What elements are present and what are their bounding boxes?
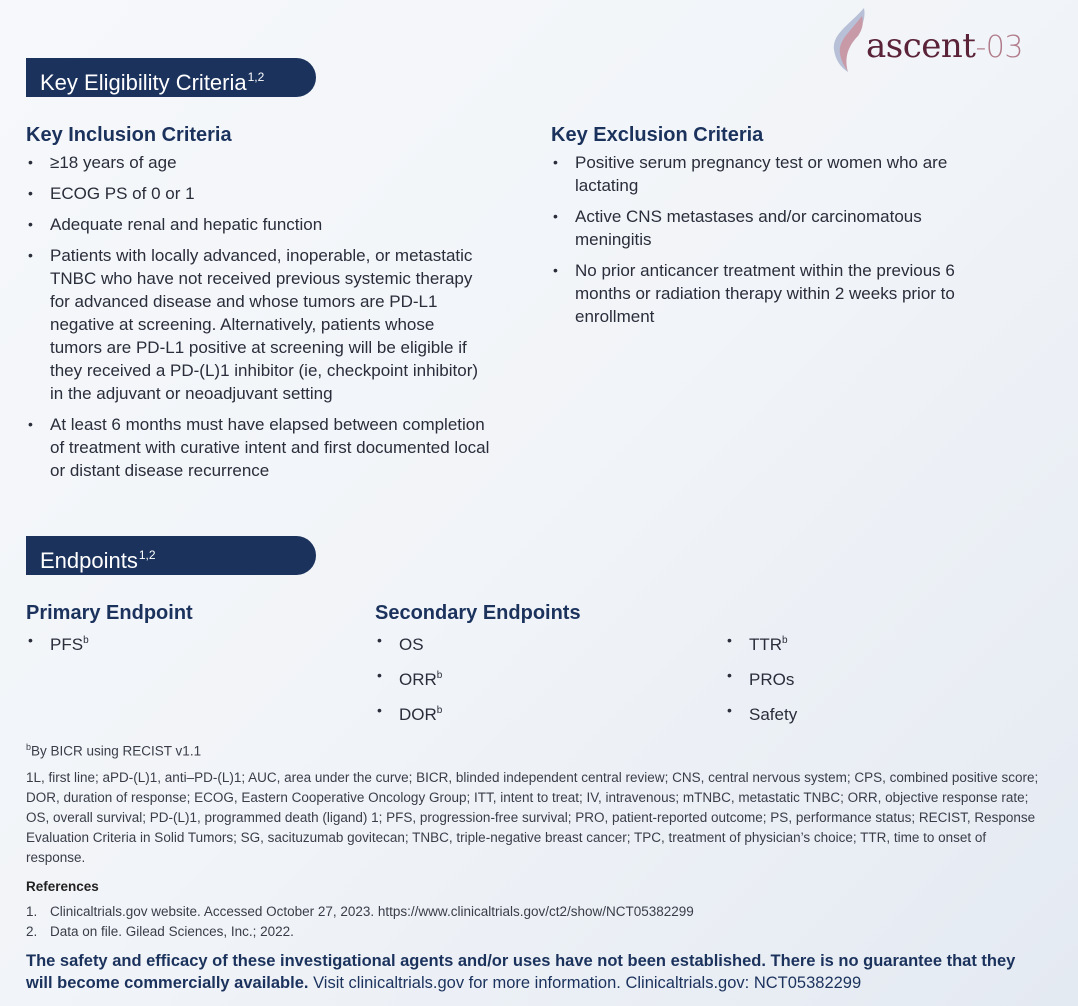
- eligibility-header: Key Eligibility Criteria$^{1,2}$: [26, 58, 316, 97]
- secondary-title: Secondary Endpoints: [375, 602, 581, 624]
- inclusion-section: [26, 124, 526, 490]
- exclusion-section: [551, 124, 1001, 336]
- primary-title: Primary Endpoint: [26, 602, 193, 624]
- primary-endpoint: [26, 602, 193, 664]
- disclaimer: The safety and efficacy of these investigational agents and/or uses have not been established. There is no guarantee that they will become commercially available. Visit clinicaltrials.gov for more information. Clinicaltrials.gov: NCT05382299: [26, 952, 1016, 992]
- list-item: • ORR$^b$: [375, 664, 442, 691]
- list-item: • PFS$^b$: [26, 629, 193, 656]
- list-item: • OS: [375, 629, 442, 656]
- abbreviations: 1L, first line; aPD-(L)1, anti–PD-(L)1; AUC, area under the curve; BICR, blinded independent central review; CNS, central nervous system; CPS, combined positive score; DOR, duration of response; ECOG, Eastern Cooperative Oncology Group; ITT, intent to treat; IV, intravenous; mTNBC, metastatic TNBC; ORR, objective response rate; OS, overall survival; PD-(L)1, programmed death (ligand) 1; PFS, progression-free survival; PRO, patient-reported outcome; PS, performance status; RECIST, Response Evaluation Criteria in Solid Tumors; SG, sacituzumab govitecan; TNBC, triple-negative breast cancer; TPC, treatment of physician’s choice; TTR, time to onset of response.: [26, 770, 1039, 865]
- inclusion-title: Key Inclusion Criteria: [26, 124, 232, 146]
- flame-icon: [828, 6, 868, 74]
- endpoints-header: Endpoints$^{1,2}$: [26, 536, 316, 575]
- reference-1: 1. Clinicaltrials.gov website. Accessed October 27, 2023. https://www.clinicaltrials.gov/ct2/show/NCT05382299: [26, 904, 694, 919]
- list-item: • Positive serum pregnancy test or women who are lactating: [551, 151, 955, 197]
- reference-2: 2. Data on file. Gilead Sciences, Inc.; 2022.: [26, 924, 294, 939]
- list-item: • DOR$^b$: [375, 699, 442, 726]
- list-item: • Patients with locally advanced, inoperable, or metastatic TNBC who have not received previous systemic therapy for advanced disease and whose tumors are PD-L1 negative at screening. Alternatively, patients whose tumors are PD-L1 positive at screening will be eligible if they received a PD-(L)1 inhibitor (ie, checkpoint inhibitor) in the adjuvant or neoadjuvant setting: [26, 244, 490, 405]
- footnote: $^b$By BICR using RECIST v1.1: [26, 742, 202, 759]
- list-item: • TTR$^b$: [725, 629, 797, 656]
- secondary-endpoints: [375, 602, 1025, 724]
- list-item: • Active CNS metastases and/or carcinomatous meningitis: [551, 205, 955, 251]
- list-item: • At least 6 months must have elapsed between completion of treatment with curative intent and first documented local or distant disease recurrence: [26, 413, 490, 482]
- list-item: • PROs: [725, 664, 797, 691]
- exclusion-title: Key Exclusion Criteria: [551, 124, 764, 146]
- list-item: • Adequate renal and hepatic function: [26, 213, 514, 236]
- list-item: • ≥18 years of age: [26, 151, 514, 174]
- list-item: • ECOG PS of 0 or 1: [26, 182, 514, 205]
- ascent-03-logo: ascent-03: [828, 6, 1048, 74]
- list-item: • No prior anticancer treatment within the previous 6 months or radiation therapy within 2 weeks prior to enrollment: [551, 259, 981, 328]
- references-title: References: [26, 879, 99, 894]
- list-item: • Safety: [725, 699, 797, 726]
